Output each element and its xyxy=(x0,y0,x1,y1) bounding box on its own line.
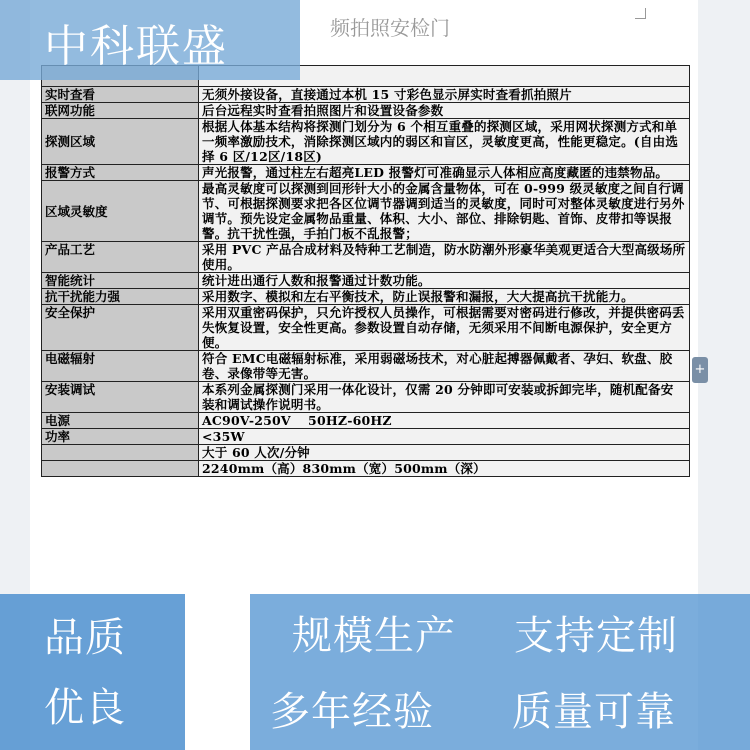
promo-slogan-reliable: 质量可靠 xyxy=(512,689,676,735)
table-row xyxy=(42,87,690,103)
brand-watermark: 中科联盛 xyxy=(44,21,228,72)
spec-key: 智能统计 xyxy=(42,273,199,289)
table-row xyxy=(42,429,690,445)
spec-key: 电磁辐射 xyxy=(42,351,199,382)
promo-text-excellent: 优良 xyxy=(44,685,126,731)
spec-value: AC90V-250V 50HZ-60HZ xyxy=(199,413,690,429)
table-row xyxy=(42,305,690,351)
plus-icon[interactable]: + xyxy=(692,357,708,383)
spec-key: 安装调试 xyxy=(42,382,199,413)
spec-key: 探测区域 xyxy=(42,119,199,165)
table-row xyxy=(42,351,690,382)
table-row xyxy=(42,413,690,429)
spec-value: 声光报警，通过柱左右超亮LED 报警灯可准确显示人体相应高度藏匿的违禁物品。 xyxy=(199,165,690,181)
table-row xyxy=(42,382,690,413)
spec-value: 符合 EMC电磁辐射标准，采用弱磁场技术，对心脏起搏器佩戴者、孕妇、软盘、胶卷、录像带等无害。 xyxy=(199,351,690,382)
table-row xyxy=(42,273,690,289)
spec-key: 区域灵敏度 xyxy=(42,181,199,242)
spec-value: 采用 PVC 产品合成材料及特种工艺制造，防水防潮外形豪华美观更适合大型高级场所使用。 xyxy=(199,242,690,273)
spec-key: 实时查看 xyxy=(42,87,199,103)
spec-key xyxy=(42,445,199,461)
spec-value: 采用数字、模拟和左右平衡技术，防止误报警和漏报，大大提高抗干扰能力。 xyxy=(199,289,690,305)
spec-key: 电源 xyxy=(42,413,199,429)
table-row xyxy=(42,461,690,477)
spec-table xyxy=(41,65,690,477)
page-corner-mark xyxy=(635,8,646,19)
spec-value: 采用双重密码保护，只允许授权人员操作，可根据需要对密码进行修改，并提供密码丢失恢复设置，安全性更高。参数设置自动存储，无须采用不间断电源保护，安全更方便。 xyxy=(199,305,690,351)
spec-key xyxy=(42,461,199,477)
spec-value: 2240mm（高）830mm（宽）500mm（深） xyxy=(199,461,690,477)
spec-key: 联网功能 xyxy=(42,103,199,119)
promo-text-quality: 品质 xyxy=(44,615,126,661)
spec-value: 统计进出通行人数和报警通过计数功能。 xyxy=(199,273,690,289)
spec-value: 最高灵敏度可以探测到回形针大小的金属含量物体，可在 0-999 级灵敏度之间自行调节、可根据探测要求把各区位调节器调到适当的灵敏度，同时可对整体灵敏度进行另外调节。预先设定金属物品重量、体积、大小、部位、排除钥匙、首饰、皮带扣等误报警。抗干扰性强，手拍门板不乱报警； xyxy=(199,181,690,242)
table-row xyxy=(42,103,690,119)
spec-key: 抗干扰能力强 xyxy=(42,289,199,305)
spec-key: 报警方式 xyxy=(42,165,199,181)
spec-value: <35W xyxy=(199,429,690,445)
spec-value: 无须外接设备，直接通过本机 15 寸彩色显示屏实时查看抓拍照片 xyxy=(199,87,690,103)
table-row xyxy=(42,242,690,273)
table-row xyxy=(42,181,690,242)
promo-slogan-experience: 多年经验 xyxy=(270,689,434,735)
spec-value: 本系列金属探测门采用一体化设计，仅需 20 分钟即可安装或拆卸完毕，随机配备安装和调试操作说明书。 xyxy=(199,382,690,413)
spec-value: 后台远程实时查看拍照图片和设置设备参数 xyxy=(199,103,690,119)
spec-key: 安全保护 xyxy=(42,305,199,351)
spec-key: 功率 xyxy=(42,429,199,445)
promo-slogan-scale: 规模生产 xyxy=(292,613,456,659)
document-title: 频拍照安检门 xyxy=(330,16,450,40)
spec-key: 产品工艺 xyxy=(42,242,199,273)
promo-slogan-custom: 支持定制 xyxy=(514,613,678,659)
table-row xyxy=(42,289,690,305)
spec-value: 大于 60 人次/分钟 xyxy=(199,445,690,461)
table-row xyxy=(42,445,690,461)
spec-value: 根据人体基本结构将探测门划分为 6 个相互重叠的探测区域，采用网状探测方式和单一频率激励技术，消除探测区域内的弱区和盲区，灵敏度更高，性能更稳定。(自由选择 6 区/12区/18区) xyxy=(199,119,690,165)
table-row xyxy=(42,119,690,165)
table-row xyxy=(42,165,690,181)
